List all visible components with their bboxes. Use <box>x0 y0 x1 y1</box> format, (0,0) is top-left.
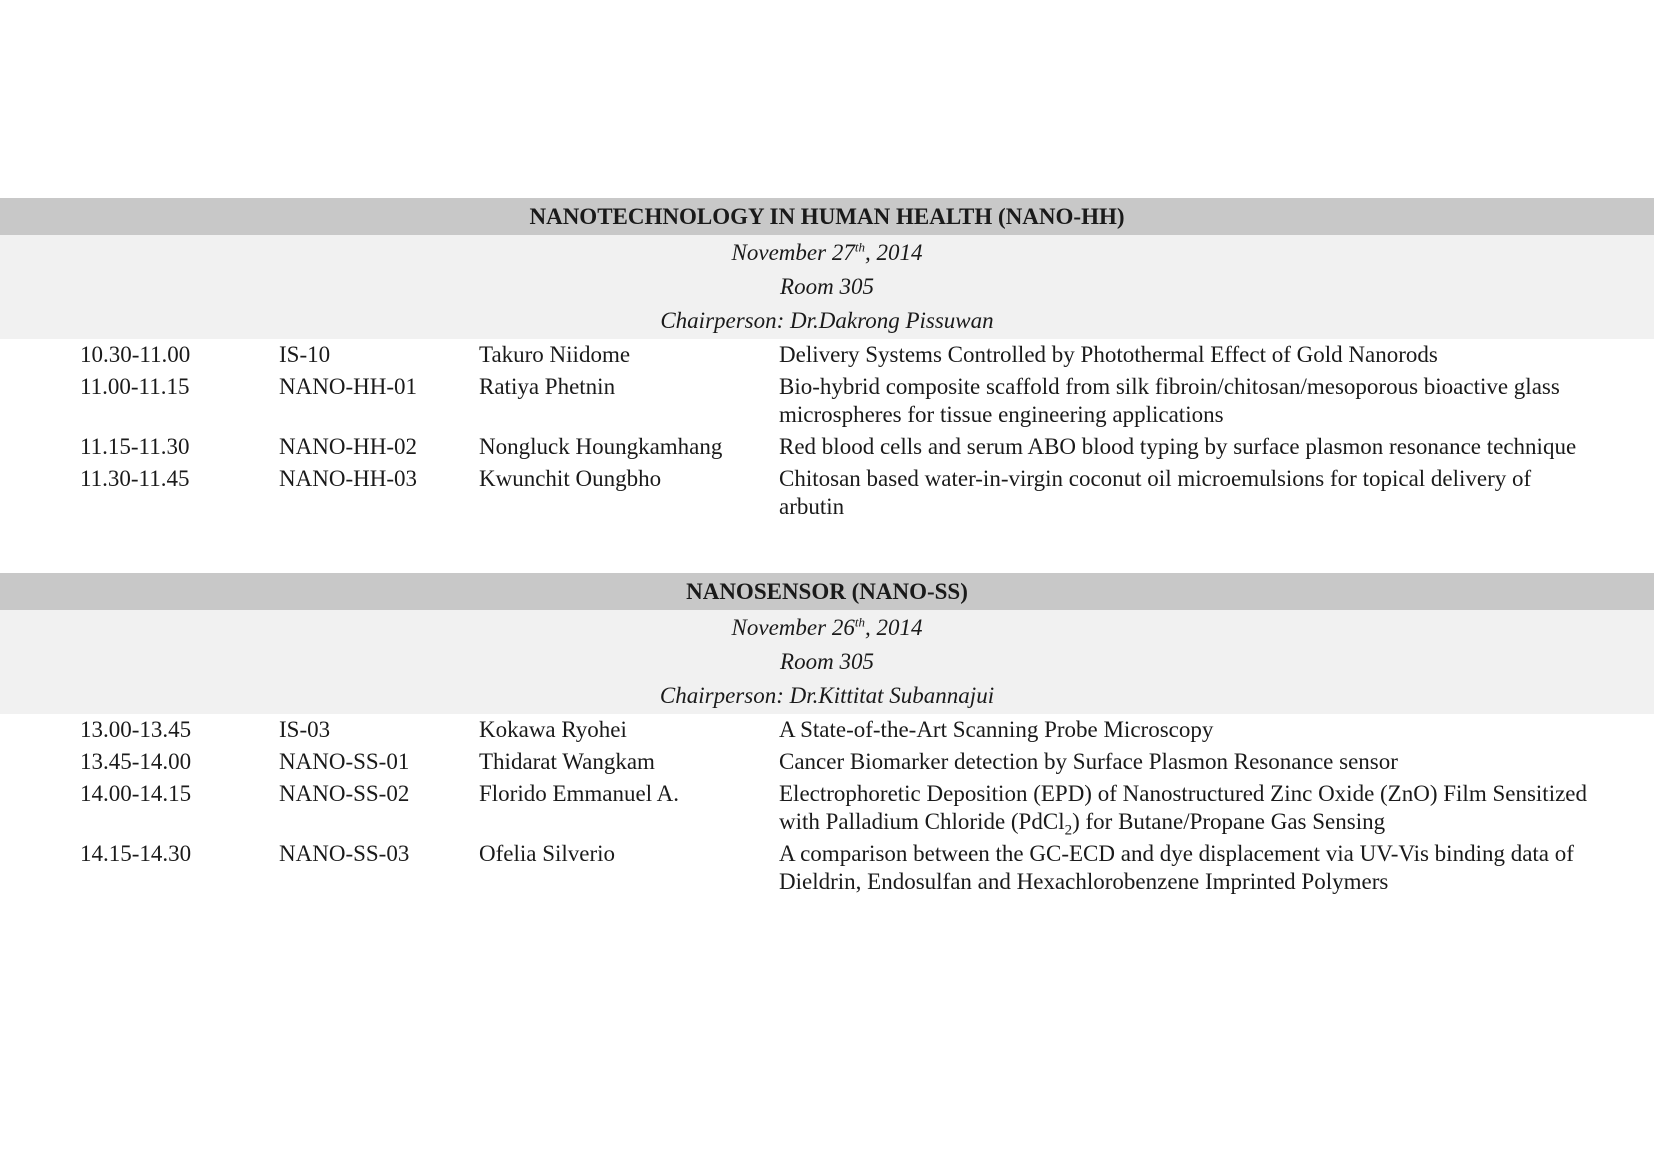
row-code: IS-03 <box>279 717 331 742</box>
session-date-suffix: th <box>854 614 865 630</box>
row-code: NANO-SS-02 <box>279 781 410 806</box>
table-row <box>0 373 1654 429</box>
session-nano-ss <box>0 573 1654 900</box>
row-code: NANO-SS-03 <box>279 841 410 866</box>
row-time: 13.45-14.00 <box>80 749 192 774</box>
session-date-suffix: th <box>854 239 865 255</box>
table-row <box>0 465 1654 521</box>
session-date <box>0 611 1654 645</box>
session-title: NANOSENSOR (NANO-SS) <box>0 573 1654 610</box>
session-date <box>0 236 1654 270</box>
row-time: 13.00-13.45 <box>80 717 192 742</box>
session-room: Room 305 <box>780 649 874 674</box>
row-title: A State-of-the-Art Scanning Probe Microscopy <box>779 717 1214 742</box>
row-code: NANO-HH-01 <box>279 374 417 399</box>
table-row <box>0 716 1654 744</box>
session-title: NANOTECHNOLOGY IN HUMAN HEALTH (NANO-HH) <box>0 198 1654 235</box>
row-presenter: Ratiya Phetnin <box>479 374 616 399</box>
row-title-subscript: 2 <box>1064 822 1073 839</box>
session-nano-hh <box>0 198 1654 525</box>
row-presenter: Florido Emmanuel A. <box>479 781 679 806</box>
schedule-table <box>0 714 1654 896</box>
row-title: Cancer Biomarker detection by Surface Plasmon Resonance sensor <box>779 749 1398 774</box>
row-title <box>779 780 1591 839</box>
row-title: Delivery Systems Controlled by Photothermal Effect of Gold Nanorods <box>779 342 1438 367</box>
table-row <box>0 748 1654 776</box>
table-row <box>0 341 1654 369</box>
row-presenter: Kokawa Ryohei <box>479 717 627 742</box>
table-row <box>0 840 1654 896</box>
row-title: Bio-hybrid composite scaffold from silk fibroin/chitosan/mesoporous bioactive glass microspheres for tissue engineering applications <box>779 374 1560 427</box>
session-chair: Chairperson: Dr.Kittitat Subannajui <box>659 683 995 708</box>
row-time: 14.00-14.15 <box>80 781 192 806</box>
session-chair: Chairperson: Dr.Dakrong Pissuwan <box>660 308 994 333</box>
row-time: 11.30-11.45 <box>80 466 190 491</box>
row-code: NANO-HH-02 <box>279 434 417 459</box>
row-title: A comparison between the GC-ECD and dye displacement via UV-Vis binding data of Dieldrin, Endosulfan and Hexachlorobenzene Imprinted Polymers <box>779 841 1574 894</box>
session-date-main: November 26 <box>731 615 855 640</box>
session-info <box>0 235 1654 339</box>
row-time: 11.00-11.15 <box>80 374 190 399</box>
session-info <box>0 610 1654 714</box>
row-title-part: Electrophoretic Deposition (EPD) of Nanostructured Zinc Oxide (ZnO) Film Sensitized with Palladium Chloride (PdCl <box>779 781 1587 834</box>
row-time: 11.15-11.30 <box>80 434 190 459</box>
row-title-part: ) for Butane/Propane Gas Sensing <box>1072 809 1386 834</box>
session-room: Room 305 <box>780 274 874 299</box>
session-date-year: , 2014 <box>864 240 923 265</box>
row-time: 10.30-11.00 <box>80 342 191 367</box>
row-title: Chitosan based water-in-virgin coconut oil microemulsions for topical delivery of arbutin <box>779 466 1532 519</box>
row-time: 14.15-14.30 <box>80 841 192 866</box>
row-presenter: Takuro Niidome <box>479 342 631 367</box>
session-date-year: , 2014 <box>864 615 923 640</box>
schedule-table <box>0 339 1654 521</box>
session-date-main: November 27 <box>731 240 855 265</box>
row-presenter: Nongluck Houngkamhang <box>479 434 723 459</box>
row-code: IS-10 <box>279 342 331 367</box>
row-presenter: Thidarat Wangkam <box>479 749 655 774</box>
row-presenter: Kwunchit Oungbho <box>479 466 662 491</box>
row-code: NANO-SS-01 <box>279 749 410 774</box>
table-row <box>0 433 1654 461</box>
table-row <box>0 780 1654 839</box>
row-presenter: Ofelia Silverio <box>479 841 616 866</box>
row-title: Red blood cells and serum ABO blood typing by surface plasmon resonance technique <box>779 434 1577 459</box>
row-code: NANO-HH-03 <box>279 466 417 491</box>
